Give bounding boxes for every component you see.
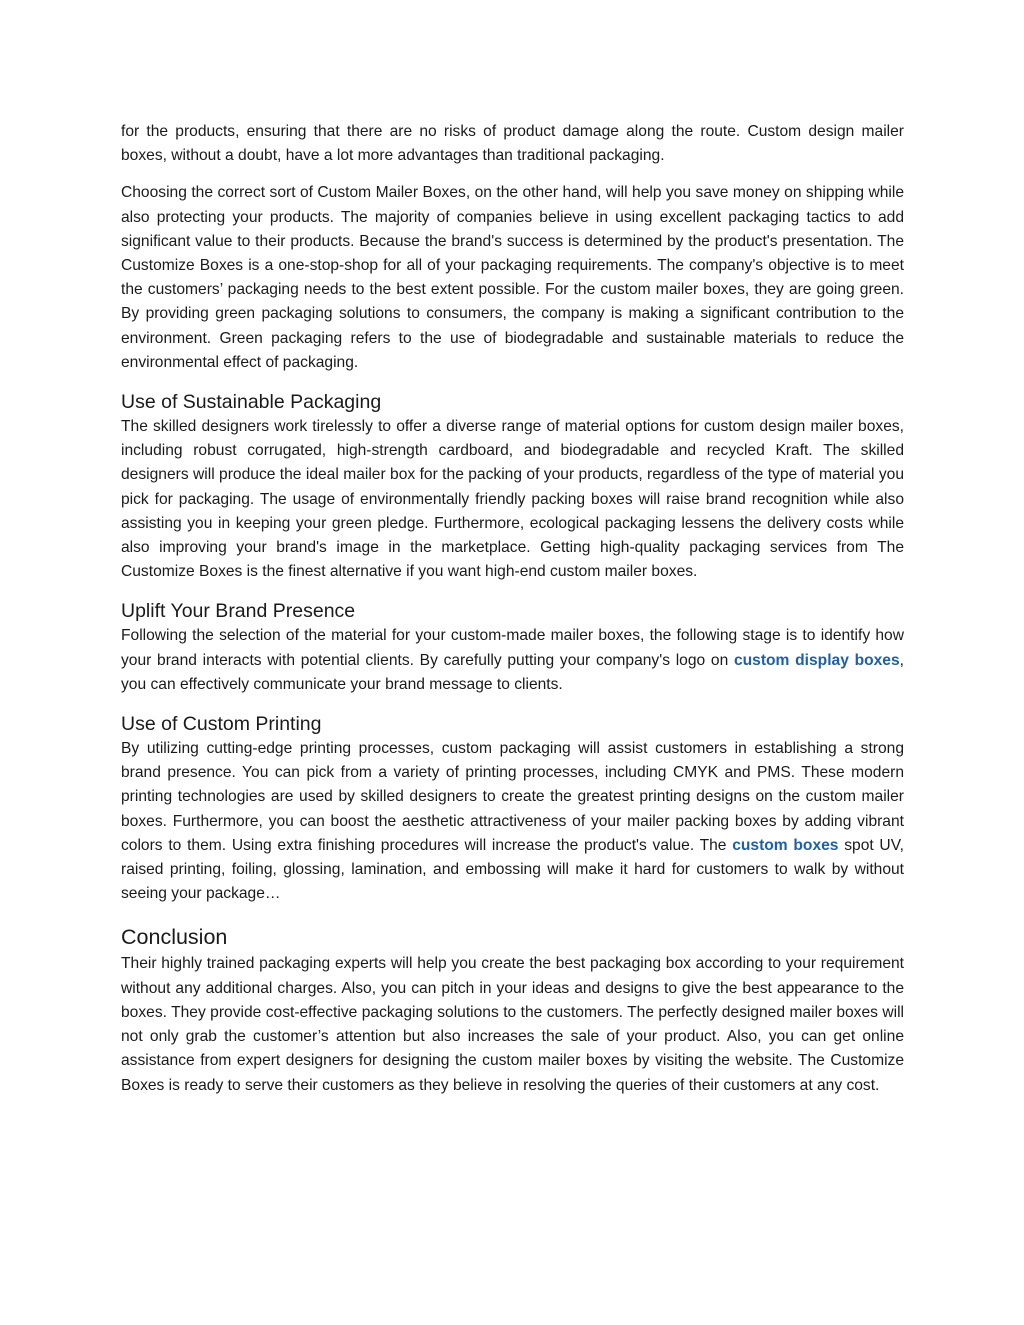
heading-custom-printing: Use of Custom Printing [121, 713, 322, 736]
heading-conclusion: Conclusion [121, 925, 228, 950]
uplift-paragraph [121, 624, 904, 697]
custom-boxes-link[interactable]: custom boxes [732, 836, 839, 854]
printing-text-before: By utilizing cutting-edge printing processes, custom packaging will assist customers in establishing a strong brand presence. You can pick from a variety of printing processes, including CMYK and PMS. These modern printing technologies are used by skilled designers to create the greatest printing designs on the custom mailer boxes. Furthermore, you can boost the aesthetic attractiveness of your mailer packing boxes by adding vibrant colors to them. Using extra finishing procedures will increase the product's value. The [121, 740, 904, 854]
document-page [121, 120, 904, 1098]
intro-paragraph-1: for the products, ensuring that there are no risks of product damage along the route. Custom design mailer boxes, without a doubt, have a lot more advantages than traditional packaging. [121, 123, 904, 165]
heading-sustainable-packaging: Use of Sustainable Packaging [121, 391, 382, 414]
uplift-text-after: , you can effectively communicate your brand message to clients. [121, 651, 904, 693]
intro-paragraph-2: Choosing the correct sort of Custom Mailer Boxes, on the other hand, will help you save money on shipping while also protecting your products. The majority of companies believe in using excellent packaging tactics to add significant value to their products. Because the brand's success is determined by the product's presentation. The Customize Boxes is a one-stop-shop for all of your packaging requirements. The company's objective is to meet the customers’ packaging needs to the best extent possible. For the custom mailer boxes, they are going green. By providing green packaging solutions to consumers, the company is making a significant contribution to the environment. Green packaging refers to the use of biodegradable and sustainable materials to reduce the environmental effect of packaging. [121, 184, 904, 371]
printing-paragraph [121, 737, 904, 906]
printing-text-after: spot UV, raised printing, foiling, glossing, lamination, and embossing will make it hard for customers to walk by without seeing your package… [121, 836, 904, 903]
conclusion-paragraph: Their highly trained packaging experts will help you create the best packaging box according to your requirement without any additional charges. Also, you can pitch in your ideas and designs to give the best appearance to the boxes. They provide cost-effective packaging solutions to the customers. The perfectly designed mailer boxes will not only grab the customer’s attention but also increases the sale of your product. Also, you can get online assistance from expert designers for designing the custom mailer boxes by visiting the website. The Customize Boxes is ready to serve their customers as they believe in resolving the queries of their customers at any cost. [121, 955, 904, 1094]
uplift-text-before: Following the selection of the material for your custom-made mailer boxes, the following stage is to identify how your brand interacts with potential clients. By carefully putting your company's logo on [121, 627, 904, 669]
custom-display-boxes-link[interactable]: custom display boxes [733, 651, 900, 669]
heading-uplift-brand: Uplift Your Brand Presence [121, 600, 356, 623]
sustainable-paragraph: The skilled designers work tirelessly to offer a diverse range of material options for custom design mailer boxes, including robust corrugated, high-strength cardboard, and biodegradable and recycled Kraft. The skilled designers will produce the ideal mailer box for the packing of your products, regardless of the type of material you pick for packaging. The usage of environmentally friendly packing boxes will raise brand recognition while also assisting you in keeping your green pledge. Furthermore, ecological packaging lessens the delivery costs while also improving your brand's image in the marketplace. Getting high-quality packaging services from The Customize Boxes is the finest alternative if you want high-end custom mailer boxes. [121, 418, 904, 581]
